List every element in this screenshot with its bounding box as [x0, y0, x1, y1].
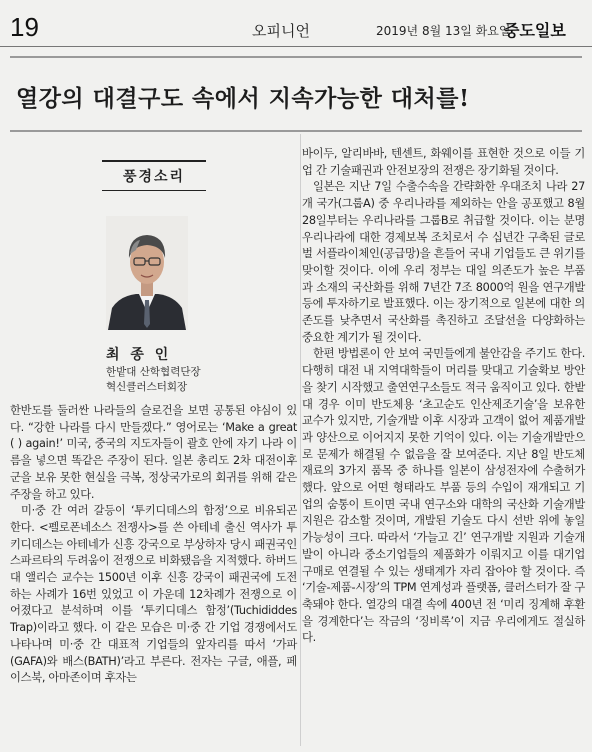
- article-body-right: [302, 146, 585, 647]
- paragraph: 미·중 간 여러 갈등이 ‘투키디데스의 함정’으로 비유되곤 한다. <펠로폰네소스 전쟁사>를 쓴 아테네 출신 역사가 투키디데스는 아테네가 신흥 강국으로 부상하자 당시 패권국인 스파르타의 두려움이 전쟁으로 비화됐음을 지적했다. 하버드대 앨리슨 교수는 1500년 이후 신흥 강국이 패권국에 도전하는 사례가 16번 있었고 이 가운데 12차례가 전쟁으로 이어졌다고 분석하며 이를 ‘투키디데스 함정’(Tuchididdes Trap)이라고 했다. 이 같은 모습은 미·중 간 기업 경쟁에서도 나타나며 미·중 간 대표적 기업들의 앞자리를 따서 ‘가파(GAFA)와 배스(BATH)’라고 부른다. 전자는 구글, 애플, 페이스북, 아마존이며 후자는: [10, 504, 297, 685]
- article-body-left: [10, 403, 297, 687]
- headline: 열강의 대결구도 속에서 지속가능한 대처를!: [16, 85, 470, 112]
- paragraph: 한편 방법론이 안 보여 국민들에게 불안감을 주기도 한다. 다행히 대전 내 지역대학들이 머리를 맞대고 기술확보 방안을 찾기 시작했고 출연연구소들도 적극 움직이고 있다. 한밭대 경우 이미 반도체용 ‘초고순도 인산제조기술’을 보유한 교수가 있지만, 기술개발 이후 시장과 고객이 없어 제품개발과 양산으로 이어지지 못한 기억이 있다. 이는 기술개발만으로 문제가 해결될 수 없음을 잘 보여준다. 지난 8일 반도체 재료의 3가지 품목 중 하나를 일본이 삼성전자에 수출허가했다. 앞으로 어떤 형태라도 부품 등의 수입이 재개되고 기업의 숨통이 트이면 국내 연구소와 대학의 국산화 기술개발 지원은 감소할 것이며, 개발된 기술도 다시 선반 위에 놓일 가능성이 크다. 따라서 ‘가늘고 긴’ 연구개발 지원과 기술개발이 아니라 중소기업들의 제품화가 이뤄지고 이를 대기업 구매로 연결될 수 있는 생태계가 자리 잡아야 할 것이다. 즉 ‘기술-제품-시장’의 TPM 연계성과 플랫폼, 클러스터가 잘 구축돼야 한다. 열강의 대결 속에 400년 전 ‘미리 징계해 후환을 경계한다’는 작금의 ‘징비록’이 지금 우리에게도 절실하다.: [302, 347, 585, 645]
- paragraph: 일본은 지난 7일 수출수속을 간략화한 우대조치 나라 27개 국가(그룹A) 중 우리나라를 제외하는 안을 공포했고 8월 28일부터는 우리나라를 그룹B로 취급할 것이다. 이는 분명 우리나라에 대한 경제보복 조치로서 수 십년간 구축된 글로벌 서플라이체인(공급망)을 흔들어 국내 기업들도 큰 위기를 맞이할 것이다. 이에 우리 정부는 대일 의존도가 높은 부품과 소재의 국산화를 위해 7년간 7조 8000억 원을 연구개발 등에 투자하기로 발표했다. 이는 장기적으로 일본에 대한 의존도를 낮추면서 국산화를 촉진하고 조달선을 다양화하는 중요한 계기가 될 것이다.: [302, 180, 585, 344]
- page-header: [0, 0, 592, 47]
- author-photo: [106, 216, 188, 330]
- newspaper-name: 중도일보: [504, 21, 566, 40]
- column-name: 풍경소리: [122, 169, 186, 185]
- author-affiliation-1: 한밭대 산학협력단장: [106, 366, 201, 378]
- top-divider: [10, 56, 582, 58]
- paragraph: 바이두, 알리바바, 텐센트, 화웨이를 표현한 것으로 이들 기업 간 기술패권과 안전보장의 전쟁은 장기화될 것이다.: [302, 147, 585, 177]
- author-affiliation-2: 혁신클러스터회장: [106, 381, 188, 393]
- author-name: 최 종 인: [106, 347, 172, 363]
- page-number: 19: [10, 12, 39, 42]
- author-portrait-image: [106, 216, 188, 330]
- issue-date: 2019년 8월 13일 화요일: [376, 24, 511, 38]
- paragraph: 한반도를 둘러싼 나라들의 슬로건을 보면 공통된 야심이 있다. “강한 나라를 다시 만들겠다.” 영어로는 ‘Make a great ( ) again!’ 미국, 중국의 지도자들이 괄호 안에 자기 나라 이름을 넣으면 똑같은 주장이 된다. 일본 총리도 2차 대전이후 군을 보유 못한 현실을 극복, 정상국가로의 회귀를 위해 같은 주장을 하고 있다.: [10, 404, 297, 501]
- column-name-top-rule: [102, 160, 206, 162]
- headline-divider: [10, 130, 582, 132]
- column-name-bottom-rule: [102, 190, 206, 191]
- column-divider: [300, 134, 301, 746]
- section-name: 오피니언: [252, 22, 310, 40]
